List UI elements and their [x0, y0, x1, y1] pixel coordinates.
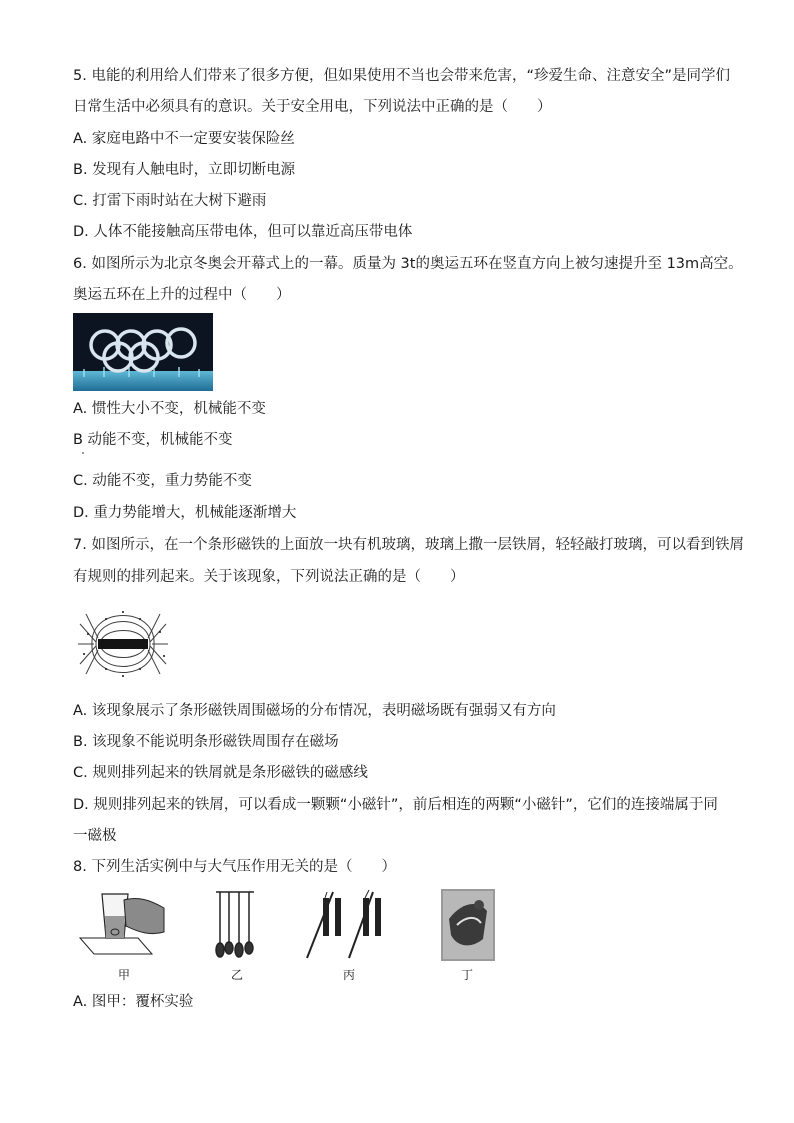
straw-tubes-figure: [303, 886, 395, 962]
caption-jia: 甲: [117, 968, 130, 982]
iron-filings-magnet-photo: [76, 604, 170, 684]
q6-option-d: D. 重力势能增大，机械能逐渐增大: [73, 505, 297, 521]
caption-ding: 丁: [460, 968, 473, 982]
q5-stem-line1: 5. 电能的利用给人们带来了很多方便，但如果使用不当也会带来危害，“珍爱生命、注意安全”是同学们: [73, 68, 730, 84]
q6-stem-line2: 奥运五环在上升的过程中（ ）: [73, 287, 291, 303]
olympic-rings-photo: [73, 313, 213, 391]
stray-dot: [82, 452, 84, 454]
caption-bing: 丙: [342, 968, 355, 982]
q6-option-c: C. 动能不变，重力势能不变: [73, 473, 252, 489]
caption-yi: 乙: [230, 968, 243, 982]
q6-option-a: A. 惯性大小不变，机械能不变: [73, 401, 266, 417]
q7-stem-line2: 有规则的排列起来。关于该现象，下列说法正确的是（ ）: [73, 569, 465, 585]
suction-photo-figure: [441, 889, 495, 961]
q7-option-d: D. 规则排列起来的铁屑，可以看成一颗颗“小磁针”，前后相连的两颗“小磁针”，它们的连接端属于同: [73, 797, 718, 813]
q7-option-b: B. 该现象不能说明条形磁铁周围存在磁场: [73, 734, 339, 750]
q7-option-d-continued: 一磁极: [73, 828, 117, 844]
q8-stem: 8. 下列生活实例中与大气压作用无关的是（ ）: [73, 859, 396, 875]
cup-inversion-figure: [78, 886, 168, 962]
q5-option-c: C. 打雷下雨时站在大树下避雨: [73, 193, 267, 209]
q7-stem-line1: 7. 如图所示，在一个条形磁铁的上面放一块有机玻璃，玻璃上撒一层铁屑，轻轻敲打玻璃，可以看到铁屑: [73, 537, 744, 553]
q5-option-b: B. 发现有人触电时，立即切断电源: [73, 162, 296, 178]
q5-option-d: D. 人体不能接触高压带电体，但可以靠近高压带电体: [73, 224, 413, 240]
q6-option-b: B 动能不变，机械能不变: [73, 432, 233, 448]
q7-option-a: A. 该现象展示了条形磁铁周围磁场的分布情况，表明磁场既有强弱又有方向: [73, 703, 556, 719]
q7-option-c: C. 规则排列起来的铁屑就是条形磁铁的磁感线: [73, 765, 368, 781]
q8-option-a: A. 图甲：覆杯实验: [73, 994, 194, 1010]
q5-stem-line2: 日常生活中必须具有的意识。关于安全用电，下列说法中正确的是（ ）: [73, 99, 552, 115]
q5-option-a: A. 家庭电路中不一定要安装保险丝: [73, 131, 295, 147]
q6-stem-line1: 6. 如图所示为北京冬奥会开幕式上的一幕。质量为 3t的奥运五环在竖直方向上被匀速提升至 13m高空。: [73, 256, 743, 272]
hanging-spoons-figure: [212, 886, 258, 962]
